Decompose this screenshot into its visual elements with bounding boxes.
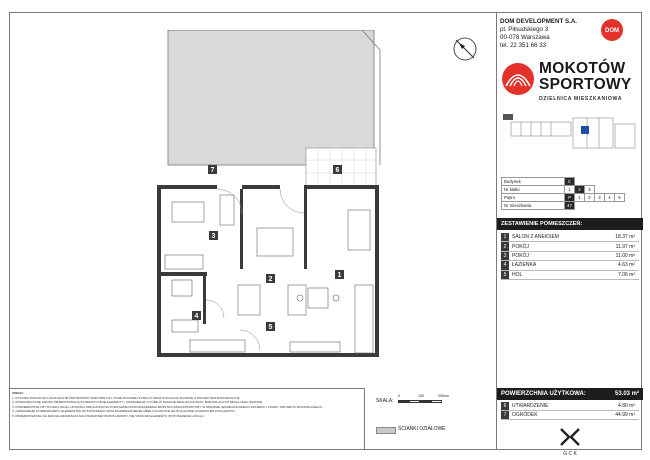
sidebar [496, 12, 642, 457]
room-name: SALON Z ANEKSEM [509, 233, 597, 242]
scale-tick: 100 [418, 394, 424, 398]
room-name: POKÓJ [509, 242, 597, 251]
gck-logo [555, 425, 585, 457]
room-no: 1 [501, 233, 509, 242]
rooms-title: ZESTAWIENIE POMIESZCZEŃ: [497, 218, 643, 230]
extra-name: OGRÓDEK [509, 411, 590, 420]
room-no: 4 [501, 261, 509, 270]
room-name: ŁAZIENKA [509, 261, 597, 270]
brand-logo [501, 58, 641, 108]
company-city: 00-078 Warszawa [500, 34, 550, 41]
param-floor-value: 5 [615, 194, 625, 202]
room-label-3: 3 [211, 233, 216, 240]
room-label-4: 4 [194, 313, 199, 320]
svg-text:DOM: DOM [605, 28, 619, 34]
table-row [501, 270, 639, 279]
room-area: 11.97 m² [597, 242, 639, 251]
extras-table [501, 402, 639, 420]
table-row [501, 402, 639, 411]
table-row [501, 411, 639, 420]
note-item: 5. PRZEDSTAWIONA NA RZUCIE ARANŻACJA MA CHARAKTER PRZYKŁADOWY, NIE STANOWI ELEMENTU WYPOSAŻENIA LOKALU. [12, 413, 205, 418]
note-item: 1. RYSUNKI POKAZUJĄ LOKALIZACJĘ PRZYBORÓW SANITARNYCH, PODEJŚCIOWEJ FUNKCJI ORAZ POKAZUJĄ ZGODNIE Z PROJEKTEM BUDOWLANYM. [12, 395, 241, 400]
legend-walls-label: ŚCIANKI DZIAŁOWE [398, 426, 446, 432]
param-floor-value: 4 [605, 194, 615, 202]
note-item: 4. OZNACZENIE POMIESZCZEŃ I ELEMENTÓW WYKOŃCZENIA ORAZ ROZMIESZCZENIE MEBLI NA RZUCIE MA WYŁĄCZNIE CHARAKTER POGLĄDOWY. [12, 409, 236, 413]
param-stair-value: 2 [575, 186, 585, 194]
usable-area-label: POWIERZCHNIA UŻYTKOWA: [501, 391, 586, 397]
param-building-value: C [565, 178, 575, 186]
param-floor-value: P [565, 194, 575, 202]
room-label-6: 6 [335, 167, 340, 174]
brand-line1: MOKOTÓW [539, 60, 626, 77]
scale-tick: 200cm [438, 394, 449, 398]
svg-text:G C K: G C K [563, 451, 577, 457]
room-label-5: 5 [268, 324, 273, 331]
company-phone: tel. 22 351 66 33 [500, 42, 547, 49]
room-name: POKÓJ [509, 251, 597, 260]
extra-area: 4.80 m² [590, 402, 639, 411]
garden-area [168, 30, 374, 165]
room-no: 5 [501, 270, 509, 279]
usable-area-bar [497, 388, 643, 400]
company-name: DOM DEVELOPMENT S.A. [500, 18, 578, 25]
brand-line2: SPORTOWY [539, 76, 632, 93]
param-stair-value: 1 [565, 186, 575, 194]
room-area: 4.63 m² [597, 261, 639, 270]
room-area: 18.37 m² [597, 233, 639, 242]
param-unit-value: 47 [565, 202, 575, 210]
extra-no: 7 [501, 411, 509, 420]
key-plan [501, 112, 641, 162]
room-area: 11.00 m² [597, 251, 639, 260]
param-unit-label: Nr mieszkania [502, 202, 565, 210]
rooms-table [501, 233, 639, 280]
param-floor-value: 3 [595, 194, 605, 202]
room-label-2: 2 [268, 276, 273, 283]
extra-no: 6 [501, 402, 509, 411]
room-no: 3 [501, 251, 509, 260]
dom-logo [595, 18, 629, 42]
table-row [501, 261, 639, 270]
scale-label: SKALA: [376, 398, 394, 404]
room-label-7: 7 [210, 167, 215, 174]
extra-name: UTWARDZENIE [509, 402, 590, 411]
notes-block [9, 388, 365, 450]
floor-plan [120, 30, 420, 370]
company-street: pl. Piłsudskiego 3 [500, 26, 549, 33]
param-floor-label: Piętro [502, 194, 565, 202]
extra-area: 44.99 m² [590, 411, 639, 420]
scale-tick: 0 [398, 394, 400, 398]
note-item: 2. POSZCZEGÓLNE WIDOKI PRZEDSTAWIAJĄ SCHEMATYCZNE ELEMENTY I URZĄDZENIA, KTÓRE W TRAKCIE REALIZACJI PRAC BUDOWLANYCH MOGĄ ULEC ZMIANIE. [12, 400, 263, 404]
walls-swatch [376, 427, 396, 434]
room-no: 2 [501, 242, 509, 251]
param-floor-value: 2 [585, 194, 595, 202]
table-row [501, 233, 639, 242]
notes-title: UWAGI: [12, 391, 24, 395]
room-area: 7.06 m² [597, 270, 639, 279]
brand-line3: DZIELNICA MIESZKANIOWA [539, 96, 623, 102]
company-info [500, 18, 577, 50]
param-stair-value: 3 [585, 186, 595, 194]
usable-area-total: 53.03 m² [614, 391, 639, 397]
brand-emblem-icon [501, 62, 535, 96]
north-arrow-icon [452, 36, 478, 62]
unit-params [501, 177, 625, 210]
room-label-1: 1 [337, 272, 342, 279]
table-row [501, 251, 639, 260]
param-stair-label: Nr klatki [502, 186, 565, 194]
param-building-label: Budynek [502, 178, 565, 186]
note-item: 3. POWIERZCHNIA UŻYTKOWA LOKALU ZOSTAŁA OBLICZONA NA PODSTAWIE ROZPORZĄDZENIA MINISTRA INFRASTRUKTURY W SPRAWIE SZCZEGÓŁOWEGO ZAKRESU I FORMY PROJEKTU BUDOWLANEGO. [12, 404, 323, 409]
param-floor-value: 1 [575, 194, 585, 202]
table-row [501, 242, 639, 251]
room-name: HOL [509, 270, 597, 279]
